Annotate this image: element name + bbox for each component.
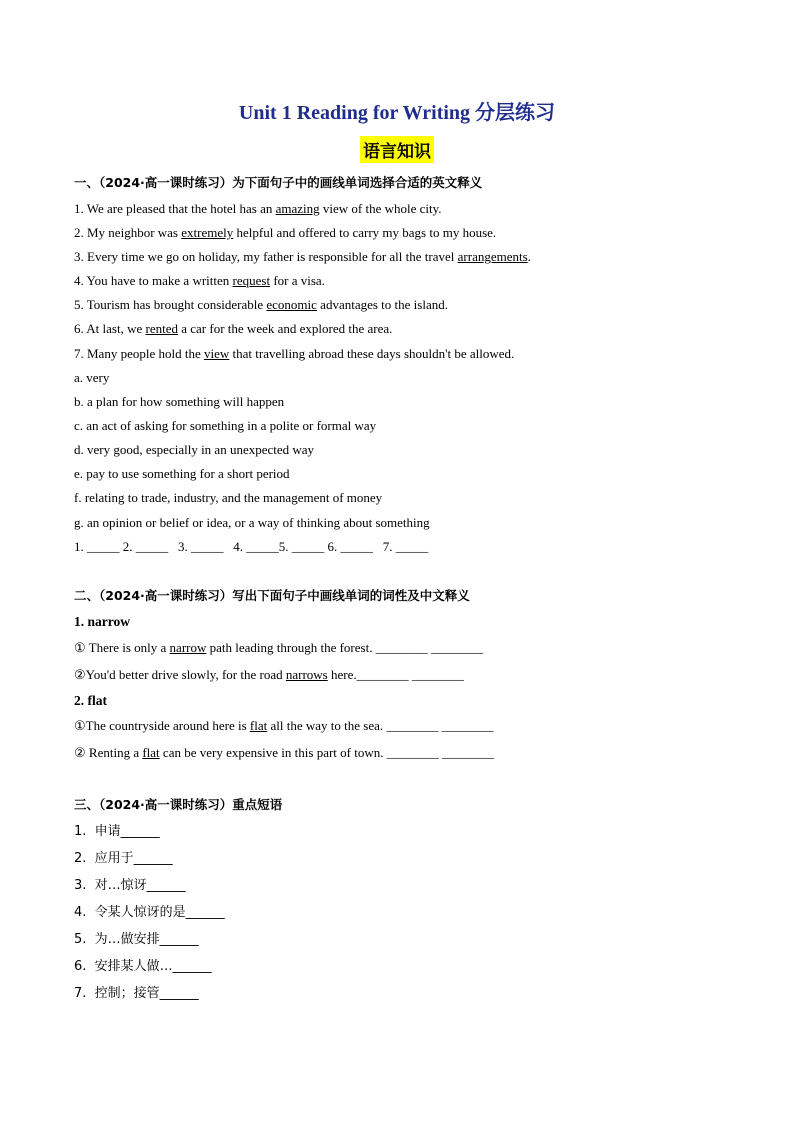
narrow-item-1 (74, 639, 483, 657)
phrase-5: 5. 为…做安排______ (74, 932, 199, 947)
sentence-text: view of the whole city. (319, 201, 442, 216)
sentence-7 (74, 345, 514, 363)
sentence-text: Many people hold the (87, 346, 204, 361)
sentence-number: 6. (74, 321, 84, 336)
subtitle-wrap (0, 136, 794, 163)
word-flat-label: 2. flat (74, 693, 107, 708)
underlined-word: flat (142, 745, 160, 760)
item-text: ① There is only a (74, 640, 170, 655)
item-text: can be very expensive in this part of town. ________ ________ (159, 745, 494, 760)
flat-item-2 (74, 744, 494, 762)
sentence-text: . (527, 249, 531, 264)
underlined-word: view (203, 346, 230, 361)
flat-item-1 (74, 717, 494, 735)
item-text: all the way to the sea. ________ ________ (267, 718, 494, 733)
answer-blanks: 1. _____ 2. _____ 3. _____ 4. _____5. _____ 6. _____ 7. _____ (74, 539, 429, 554)
option-e: e. pay to use something for a short period (74, 466, 290, 481)
sentence-5 (74, 296, 448, 314)
sentence-text: My neighbor was (87, 225, 182, 240)
phrase-3: 3. 对…惊讶______ (74, 878, 186, 893)
underlined-word: flat (249, 718, 268, 733)
phrase-4: 4. 令某人惊讶的是______ (74, 905, 225, 920)
sentence-1 (74, 200, 442, 218)
underlined-word: narrows (285, 667, 328, 682)
sentence-6 (74, 320, 392, 338)
sentence-text: for a visa. (270, 273, 325, 288)
option-a: a. very (74, 370, 110, 385)
underlined-word: amazing (275, 201, 320, 216)
sentence-2 (74, 224, 496, 242)
word-narrow-label: 1. narrow (74, 614, 130, 629)
option-d: d. very good, especially in an unexpected way (74, 442, 315, 457)
item-text: here.________ ________ (327, 667, 464, 682)
underlined-word: extremely (181, 225, 234, 240)
option-c: c. an act of asking for something in a polite or formal way (74, 418, 377, 433)
underlined-word: rented (145, 321, 178, 336)
sentence-number: 2. (74, 225, 84, 240)
underlined-word: economic (266, 297, 317, 312)
option-b: b. a plan for how something will happen (74, 394, 285, 409)
narrow-item-2 (74, 666, 464, 684)
item-text: path leading through the forest. ________ ________ (206, 640, 483, 655)
sentence-number: 4. (74, 273, 84, 288)
item-text: ②You'd better drive slowly, for the road (74, 667, 286, 682)
phrase-1: 1. 申请______ (74, 824, 160, 839)
phrase-7: 7. 控制；接管______ (74, 986, 199, 1001)
section1-heading: 一、（2024·高一课时练习）为下面句子中的画线单词选择合适的英文释义 (74, 175, 483, 190)
item-text: ② Renting a (74, 745, 143, 760)
sentence-text: We are pleased that the hotel has an (86, 201, 276, 216)
phrase-2: 2. 应用于______ (74, 851, 173, 866)
sentence-text: At last, we (86, 321, 146, 336)
sentence-text: Every time we go on holiday, my father is responsible for all the travel (87, 249, 458, 264)
sentence-4 (74, 272, 325, 290)
page-title: Unit 1 Reading for Writing 分层练习 (238, 102, 556, 124)
sentence-text: Tourism has brought considerable (86, 297, 267, 312)
sentence-3 (74, 248, 531, 266)
phrase-6: 6. 安排某人做…______ (74, 959, 212, 974)
underlined-word: arrangements (457, 249, 528, 264)
sentence-number: 7. (74, 346, 84, 361)
section2-heading: 二、（2024·高一课时练习）写出下面句子中画线单词的词性及中文释义 (74, 588, 470, 603)
underlined-word: narrow (169, 640, 207, 655)
sentence-text: a car for the week and explored the area. (178, 321, 393, 336)
sentence-number: 1. (74, 201, 84, 216)
sentence-text: that travelling abroad these days shouldn't be allowed. (229, 346, 515, 361)
underlined-word: request (232, 273, 271, 288)
sentence-text: advantages to the island. (316, 297, 448, 312)
sentence-text: helpful and offered to carry my bags to my house. (233, 225, 497, 240)
section3-heading: 三、（2024·高一课时练习）重点短语 (74, 797, 283, 812)
sentence-number: 3. (74, 249, 84, 264)
sentence-number: 5. (74, 297, 84, 312)
item-text: ①The countryside around here is (74, 718, 250, 733)
option-f: f. relating to trade, industry, and the management of money (74, 490, 383, 505)
section-subtitle: 语言知识 (360, 136, 434, 163)
sentence-text: You have to make a written (86, 273, 233, 288)
option-g: g. an opinion or belief or idea, or a way of thinking about something (74, 515, 430, 530)
